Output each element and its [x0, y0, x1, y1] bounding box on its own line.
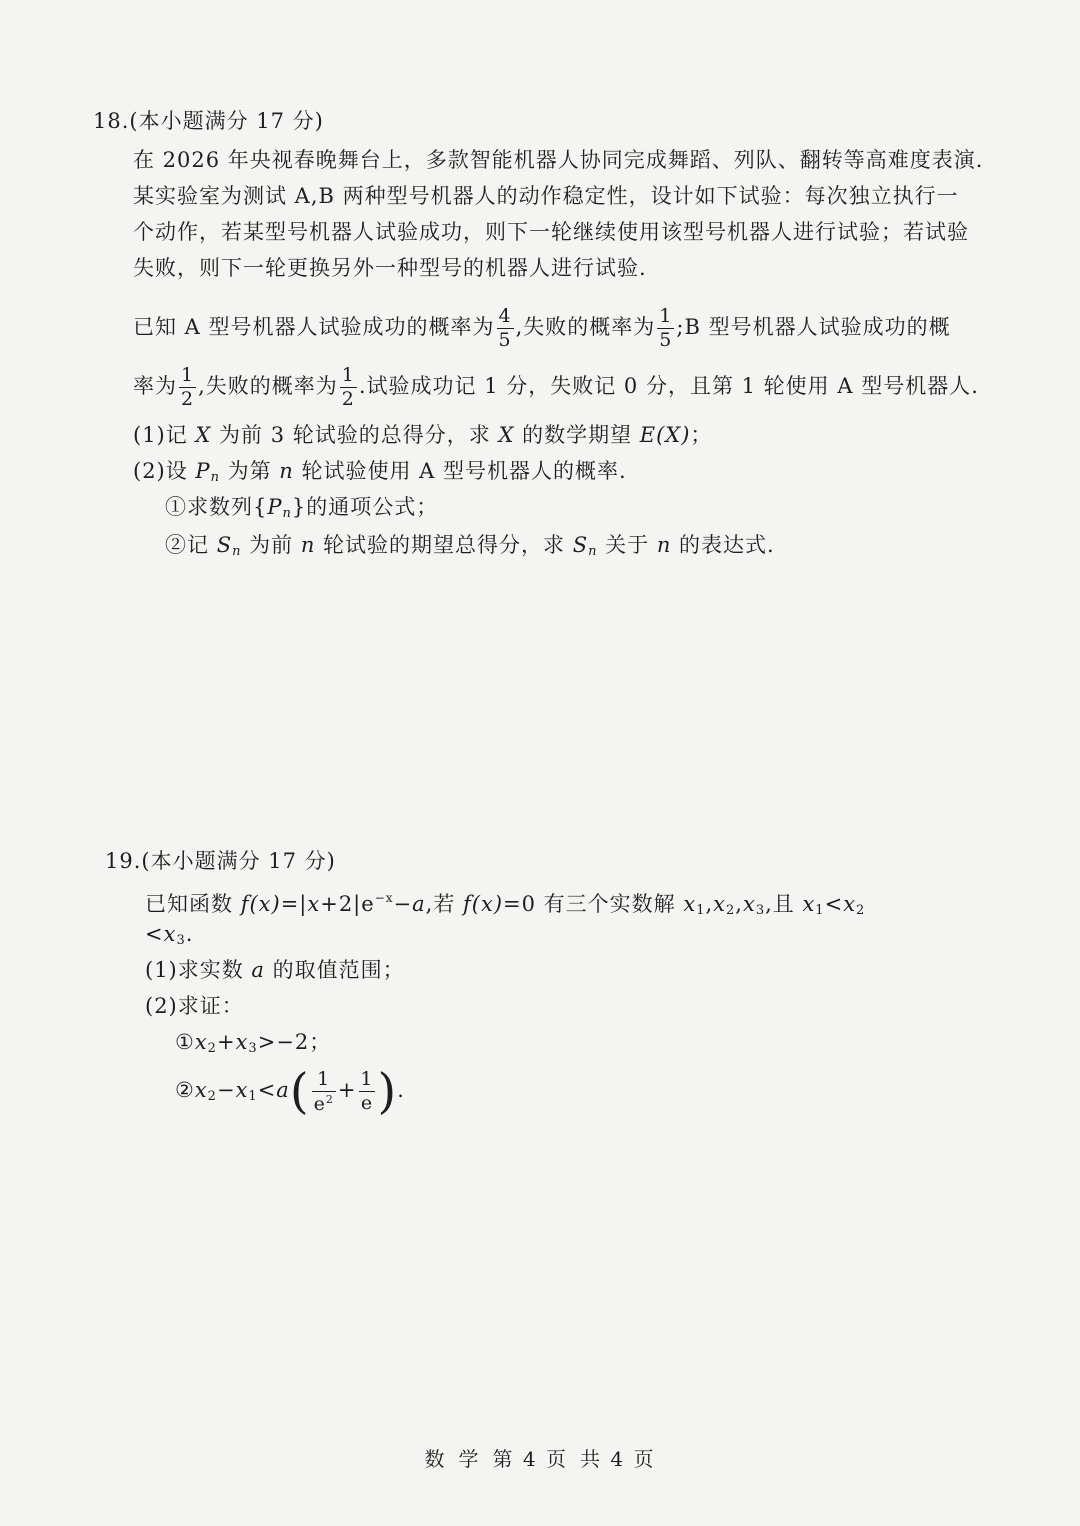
q19-subquestion-2-part-2: $②x_2-x_1<a$( $\frac{1}{e^2}$ + $\frac{1}{e}$ ).	[175, 1063, 405, 1120]
q18-header: 18.(本小题满分 17 分)	[93, 109, 324, 133]
q18-paragraph-line-3: 个动作，若某型号机器人试验成功，则下一轮继续使用该型号机器人进行试验；若试验	[133, 220, 969, 244]
q18-subquestion-2-part-2: ②记 $S_n$ 为前 n 轮试验的期望总得分，求 $S_n$ 关于 n 的表达式.	[165, 533, 775, 559]
q19-subquestion-2: (2)求证：	[145, 994, 244, 1018]
q19-subquestion-2-part-1: $①x_2+x_3>-2$；	[175, 1030, 332, 1056]
q18-subquestion-2-part-1: ①求数列$\{P_n\}$的通项公式；	[165, 495, 439, 521]
fraction-1-e-squared: $\frac{1}{e^2}$	[313, 1067, 334, 1115]
q19-subquestion-1: (1)求实数 a 的取值范围；	[145, 958, 405, 982]
fraction-1-e: $\frac{1}{e}$	[360, 1068, 374, 1114]
q18-paragraph-line-4: 失败，则下一轮更换另外一种型号的机器人进行试验.	[133, 256, 647, 280]
q18-paragraph-line-2: 某实验室为测试 A,B 两种型号机器人的动作稳定性，设计如下试验：每次独立执行一	[133, 184, 959, 208]
q18-paragraph-line-1: 在 2026 年央视春晚舞台上，多款智能机器人协同完成舞蹈、列队、翻转等高难度表演.	[133, 148, 984, 172]
total-pages: 共 4 页	[580, 1447, 656, 1471]
fraction-4-5: $\frac{4}{5}$	[498, 305, 512, 351]
q19-statement-line-1: 已知函数 $f(x)=|x+2|e^{-x}-a$,若 f(x)=0 有三个实数解 $x_1,x_2,x_3$,且 $x_1<x_2$	[145, 891, 866, 918]
q19-header: 19.(本小题满分 17 分)	[105, 849, 336, 873]
page-number: 第 4 页	[492, 1447, 568, 1471]
q19-statement-line-2: $<x_3$.	[145, 922, 194, 948]
fraction-1-2-b: $\frac{1}{2}$	[341, 364, 355, 410]
q18-subquestion-1: (1)记 X 为前 3 轮试验的总得分，求 X 的数学期望 E(X)；	[133, 423, 713, 447]
fraction-1-2-a: $\frac{1}{2}$	[181, 364, 195, 410]
q18-probability-line-2: 率为 $\frac{1}{2}$ ,失败的概率为 $\frac{1}{2}$ .试验成功记 1 分，失败记 0 分，且第 1 轮使用 A 型号机器人.	[133, 364, 979, 410]
q18-subquestion-2: (2)设 $P_n$ 为第 n 轮试验使用 A 型号机器人的概率.	[133, 459, 627, 485]
q18-probability-line-1: 已知 A 型号机器人试验成功的概率为 $\frac{4}{5}$ ,失败的概率为 $\frac{1}{5}$ ;B 型号机器人试验成功的概	[133, 305, 951, 351]
fraction-1-5: $\frac{1}{5}$	[659, 305, 673, 351]
page-footer: 数 学 第 4 页 共 4 页	[424, 1447, 656, 1471]
